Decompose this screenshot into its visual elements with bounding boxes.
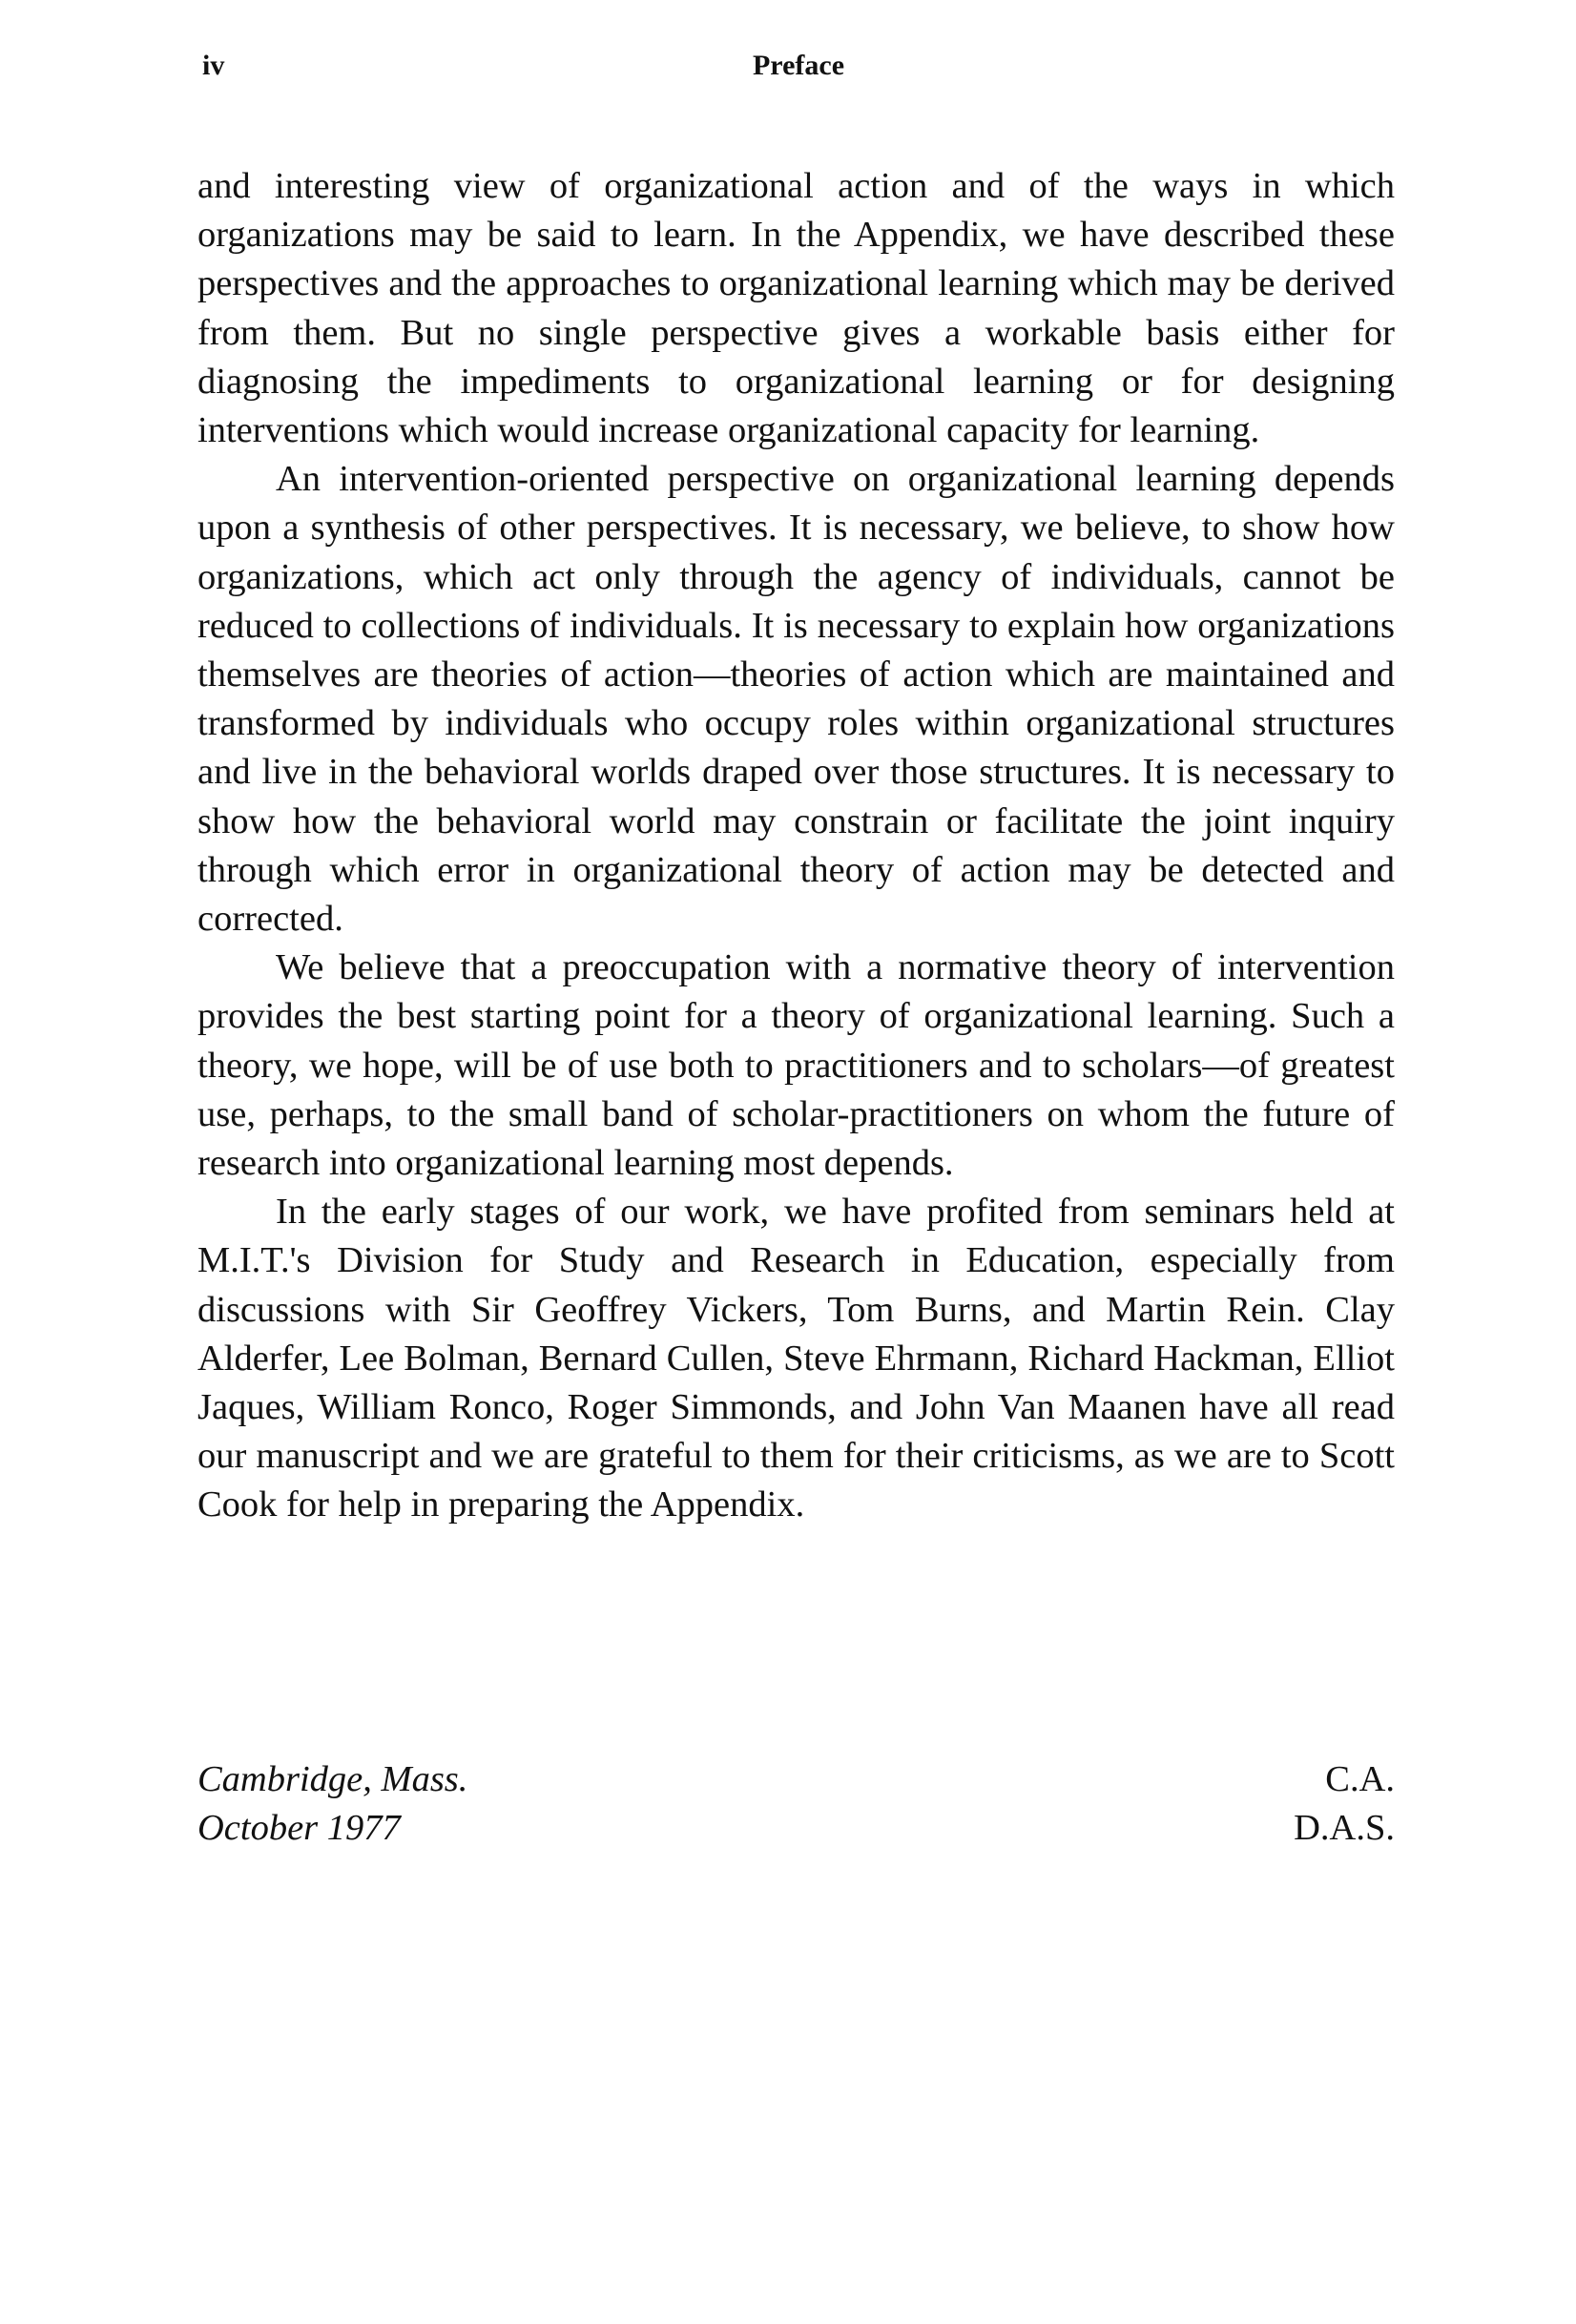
signoff-date: October 1977	[197, 1808, 401, 1849]
signoff-row-1	[197, 1755, 1395, 1804]
running-head	[202, 50, 1395, 97]
paragraph: In the early stages of our work, we have profited from seminars held at M.I.T.'s Division for Study and Research in Education, especially from discussions with Sir Geoffrey Vickers, Tom Burns, and Martin Rein. Clay Alderfer, Lee Bolman, Bernard Cullen, Steve Ehrmann, Richard Hackman, Elliot Jaques, William Ronco, Roger Simmonds, and John Van Maanen have all read our manuscript and we are grateful to them for their criticisms, as we are to Scott Cook for help in preparing the Appendix.	[197, 1192, 1395, 1525]
signoff-initials-second: D.A.S.	[1294, 1808, 1395, 1849]
paragraph: An intervention-oriented perspective on organizational learning depends upon a synthesis of other perspectives. It is necessary, we believe, to show how organizations, which act only through the agency of individuals, cannot be reduced to collections of individuals. It is necessary to explain how organizations themselves are theories of action—theories of action which are maintained and transformed by individuals who occupy roles within organizational structures and live in the behavioral worlds draped over those structures. It is necessary to show how the behavioral world may constrain or facilitate the joint inquiry through which error in organizational theory of action may be detected and corrected.	[197, 459, 1395, 940]
signoff-initials-first: C.A.	[1325, 1759, 1395, 1799]
preface-body	[197, 162, 1395, 1530]
page-number: iv	[202, 50, 225, 81]
paragraph-continued: and interesting view of organizational action and of the ways in which organizations may be said to learn. In the Appendix, we have described these perspectives and the approaches to organizational learning which may be derived from them. But no single perspective gives a workable basis either for diagnosing the impediments to organizational learning or for designing interventions which would increase organizational capacity for learning.	[197, 166, 1395, 451]
signoff-row-2	[197, 1804, 1395, 1853]
signoff	[197, 1755, 1395, 1853]
running-head-title: Preface	[752, 50, 845, 81]
signoff-place: Cambridge, Mass.	[197, 1759, 468, 1799]
paragraph: We believe that a preoccupation with a normative theory of intervention provides the best starting point for a theory of organizational learning. Such a theory, we hope, will be of use both to practitioners and to scholars—of greatest use, perhaps, to the small band of scholar-practitioners on whom the future of research into organizational learning most depends.	[197, 947, 1395, 1184]
